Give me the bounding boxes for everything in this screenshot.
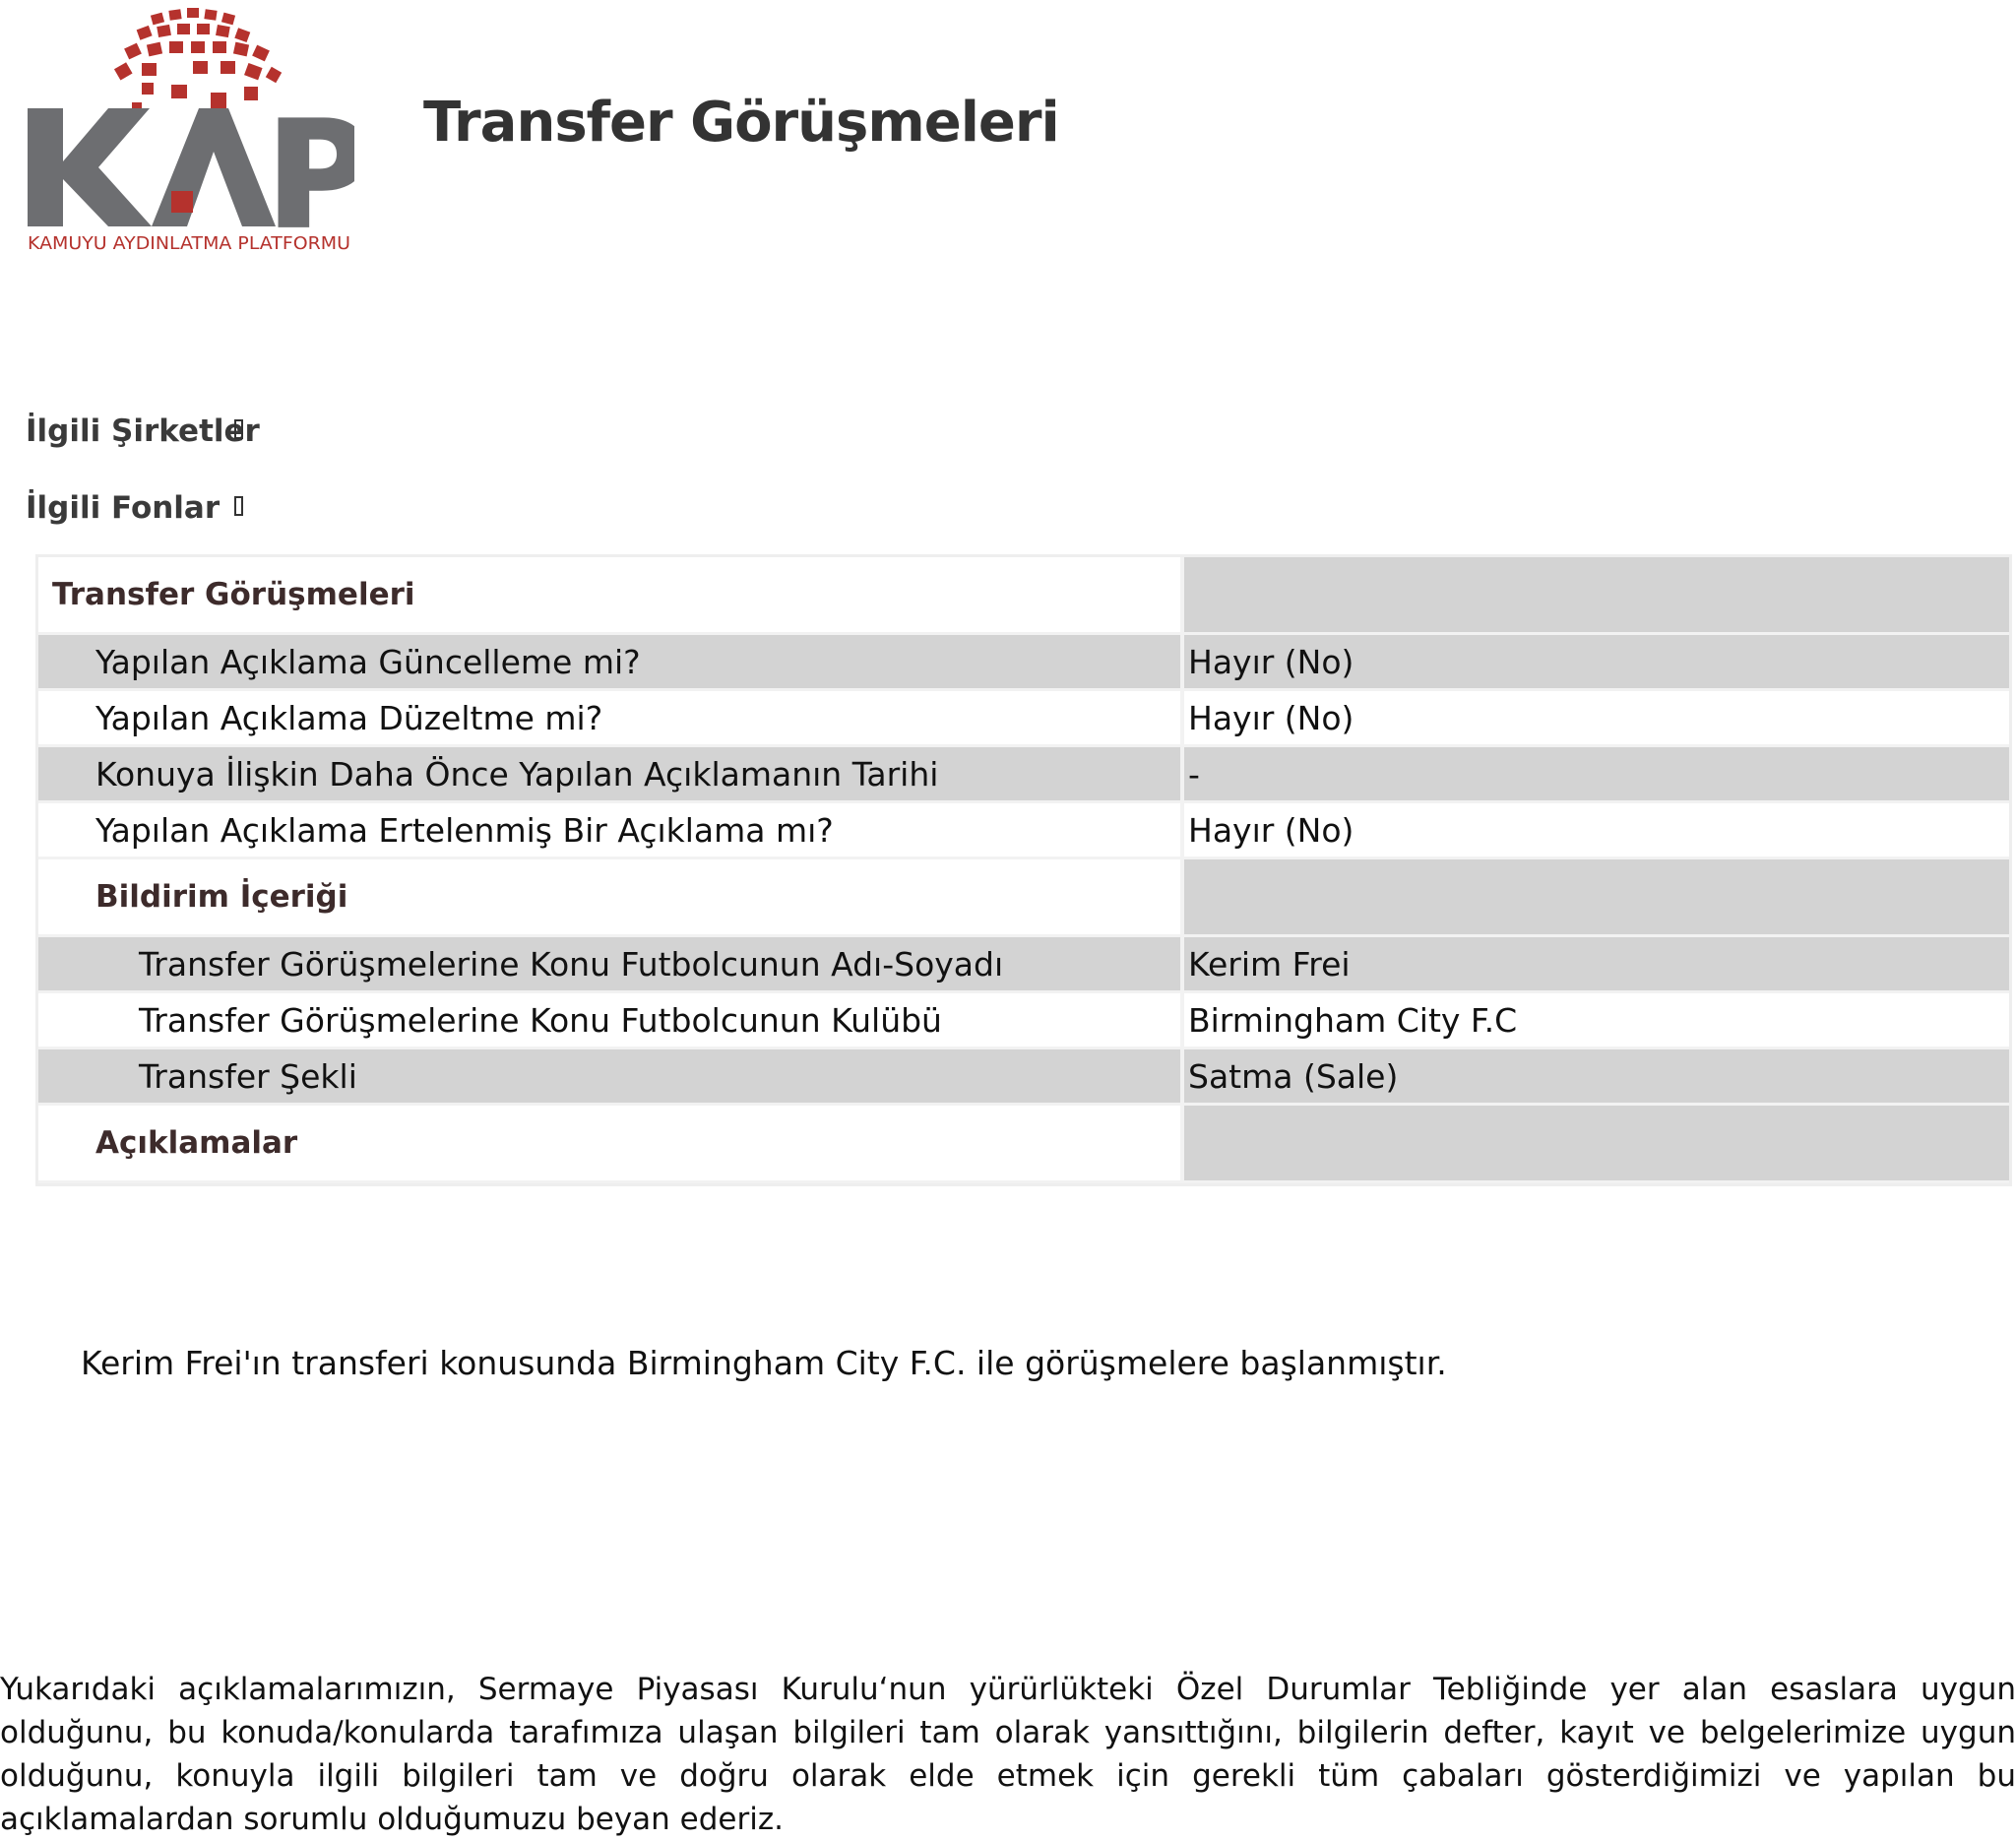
row-value-update: Hayır (No) [1184,635,2009,691]
related-funds-toggle[interactable] [26,490,220,526]
section-value-empty [1184,859,2009,937]
related-funds-label: İlgili Fonlar [26,490,220,526]
row-value-previous-date: - [1184,747,2009,803]
table-row [38,993,2009,1049]
row-label-previous-date: Konuya İlişkin Daha Önce Yapılan Açıklamanın Tarihi [38,747,1184,803]
table-row [38,803,2009,859]
disclaimer-text: Yukarıdaki açıklamalarımızın, Sermaye Piyasası Kurulu‘nun yürürlükteki Özel Durumlar Tebliğinde yer alan esaslara uygun olduğunu, bu konuda/konularda tarafımıza ulaşan bilgileri tam olarak yansıttığını, bilgilerin defter, kayıt ve belgelerimize uygun olduğunu, konuyla ilgili bilgileri tam ve doğru olarak elde etmek için gerekli tüm çabaları gösterdiğimizi ve yapılan bu açıklamalardan sorumlu olduğumuzu beyan ederiz. [0,1672,2016,1837]
expand-box-icon [234,419,243,439]
row-label-update: Yapılan Açıklama Güncelleme mi? [38,635,1184,691]
expand-box-icon [234,496,243,516]
row-label-correction: Yapılan Açıklama Düzeltme mi? [38,691,1184,747]
logo-accent-square [171,191,193,213]
table-row [38,691,2009,747]
description-text: Kerim Frei'ın transferi konusunda Birmingham City F.C. ile görüşmelere başlanmıştır. [81,1344,1447,1382]
row-label-transfer-type: Transfer Şekli [38,1049,1184,1106]
section-row-transfer [38,557,2009,635]
related-companies-toggle[interactable] [26,413,260,449]
row-value-postponed: Hayır (No) [1184,803,2009,859]
table-row [38,747,2009,803]
row-value-player-club: Birmingham City F.C [1184,993,2009,1049]
section-value-empty [1184,1106,2009,1183]
disclosure-form-table [35,554,2012,1186]
row-label-postponed: Yapılan Açıklama Ertelenmiş Bir Açıklama mı? [38,803,1184,859]
row-label-player-name: Transfer Görüşmelerine Konu Futbolcunun Adı-Soyadı [38,937,1184,993]
section-title: Transfer Görüşmeleri [38,557,1184,635]
row-label-player-club: Transfer Görüşmelerine Konu Futbolcunun Kulübü [38,993,1184,1049]
logo-subtitle: KAMUYU AYDINLATMA PLATFORMU [28,234,350,254]
row-value-transfer-type: Satma (Sale) [1184,1049,2009,1106]
table-row [38,1049,2009,1106]
content-section-title: Bildirim İçeriği [38,859,1184,937]
notes-section-title: Açıklamalar [38,1106,1184,1183]
section-row-content [38,859,2009,937]
section-row-notes [38,1106,2009,1183]
table-row [38,635,2009,691]
table-row [38,937,2009,993]
logo-globe-tiles [114,8,282,112]
section-value-empty [1184,557,2009,635]
row-value-correction: Hayır (No) [1184,691,2009,747]
page-title: Transfer Görüşmeleri [423,91,1059,155]
kap-logo [24,4,354,256]
row-value-player-name: Kerim Frei [1184,937,2009,993]
related-companies-label: İlgili Şirketler [26,413,260,449]
